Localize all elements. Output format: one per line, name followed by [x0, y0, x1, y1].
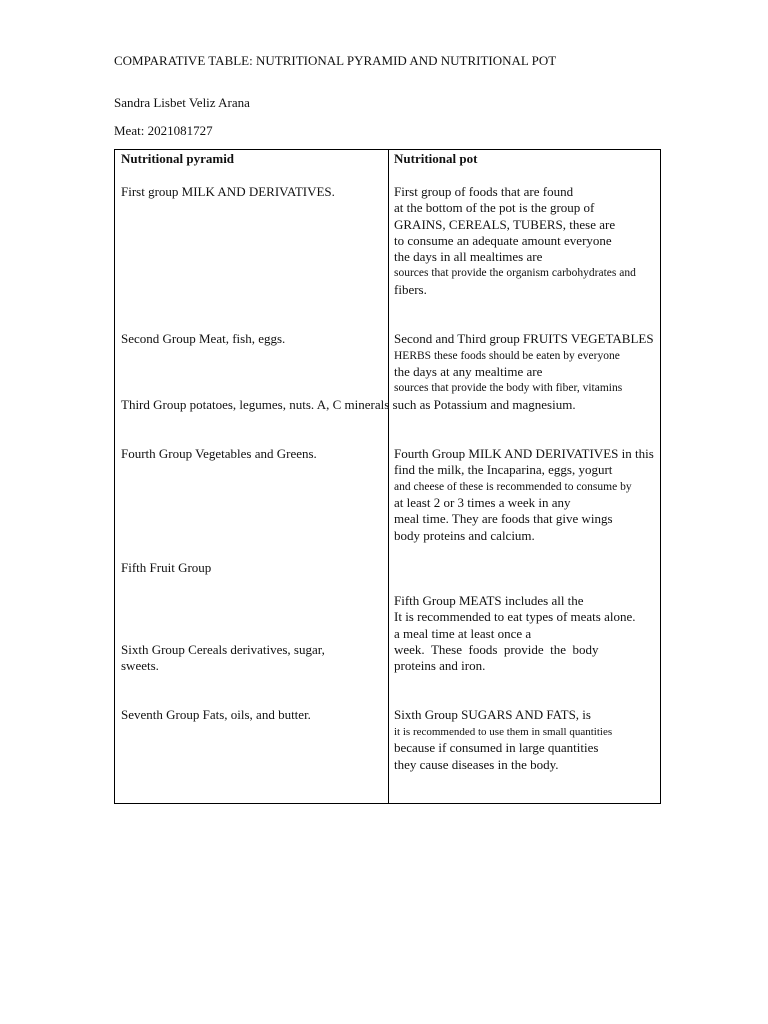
pot-group-1-line: GRAINS, CEREALS, TUBERS, these are: [394, 217, 616, 232]
pot-group-1-line: First group of foods that are found: [394, 184, 574, 199]
author-name: Sandra Lisbet Veliz Arana: [114, 95, 250, 110]
pyramid-group-4: Fourth Group Vegetables and Greens.: [121, 446, 317, 461]
pyramid-group-6-line-1: Sixth Group Cereals derivatives, sugar,: [121, 642, 325, 657]
pot-group-4-line: find the milk, the Incaparina, eggs, yogurt: [394, 462, 613, 477]
pot-group-5-line: It is recommended to eat types of meats alone.: [394, 609, 636, 624]
id-line: Meat: 2021081727: [114, 123, 213, 138]
pot-group-4-line: Fourth Group MILK AND DERIVATIVES in this: [394, 446, 654, 461]
pot-group-5-line: Fifth Group MEATS includes all the: [394, 593, 584, 608]
pot-group-1-line: to consume an adequate amount everyone: [394, 233, 612, 248]
pot-group-4-line: and cheese of these is recommended to consume by: [394, 481, 632, 493]
pot-group-4-line: meal time. They are foods that give wings: [394, 511, 613, 526]
pot-group-6-line: it is recommended to use them in small quantities: [394, 726, 613, 738]
pot-group-2-line: the days at any mealtime are: [394, 364, 543, 379]
column-divider: [388, 149, 389, 804]
pot-group-1-line: fibers.: [394, 282, 427, 297]
pyramid-group-5: Fifth Fruit Group: [121, 560, 212, 575]
pot-group-4-line: at least 2 or 3 times a week in any: [394, 495, 571, 510]
pot-group-6-line: because if consumed in large quantities: [394, 740, 599, 755]
pyramid-group-2: Second Group Meat, fish, eggs.: [121, 331, 286, 346]
pyramid-group-7: Seventh Group Fats, oils, and butter.: [121, 707, 311, 722]
pot-group-5-line: proteins and iron.: [394, 658, 486, 673]
pot-group-2-line: HERBS these foods should be eaten by everyone: [394, 350, 620, 362]
pot-group-1-line: sources that provide the organism carbohydrates and: [394, 267, 636, 279]
pot-group-5-line: week. These foods provide the body: [394, 642, 599, 657]
pyramid-group-3: Third Group potatoes, legumes, nuts. A, C minerals such as Potassium and magnesium.: [121, 397, 576, 412]
pot-group-1-line: at the bottom of the pot is the group of: [394, 200, 595, 215]
pot-group-1-line: the days in all mealtimes are: [394, 249, 543, 264]
header-nutritional-pot: Nutritional pot: [394, 151, 478, 166]
document-title: COMPARATIVE TABLE: NUTRITIONAL PYRAMID AND NUTRITIONAL POT: [114, 53, 557, 68]
pot-group-6-line: Sixth Group SUGARS AND FATS, is: [394, 707, 591, 722]
pot-group-6-line: they cause diseases in the body.: [394, 757, 559, 772]
pot-group-4-line: body proteins and calcium.: [394, 528, 535, 543]
pyramid-group-1: First group MILK AND DERIVATIVES.: [121, 184, 335, 199]
pot-group-2-line: sources that provide the body with fiber, vitamins: [394, 382, 623, 394]
header-nutritional-pyramid: Nutritional pyramid: [121, 151, 235, 166]
pot-group-5-line: a meal time at least once a: [394, 626, 532, 641]
pyramid-group-6-line-2: sweets.: [121, 658, 159, 673]
pot-group-2-line: Second and Third group FRUITS VEGETABLES: [394, 331, 654, 346]
